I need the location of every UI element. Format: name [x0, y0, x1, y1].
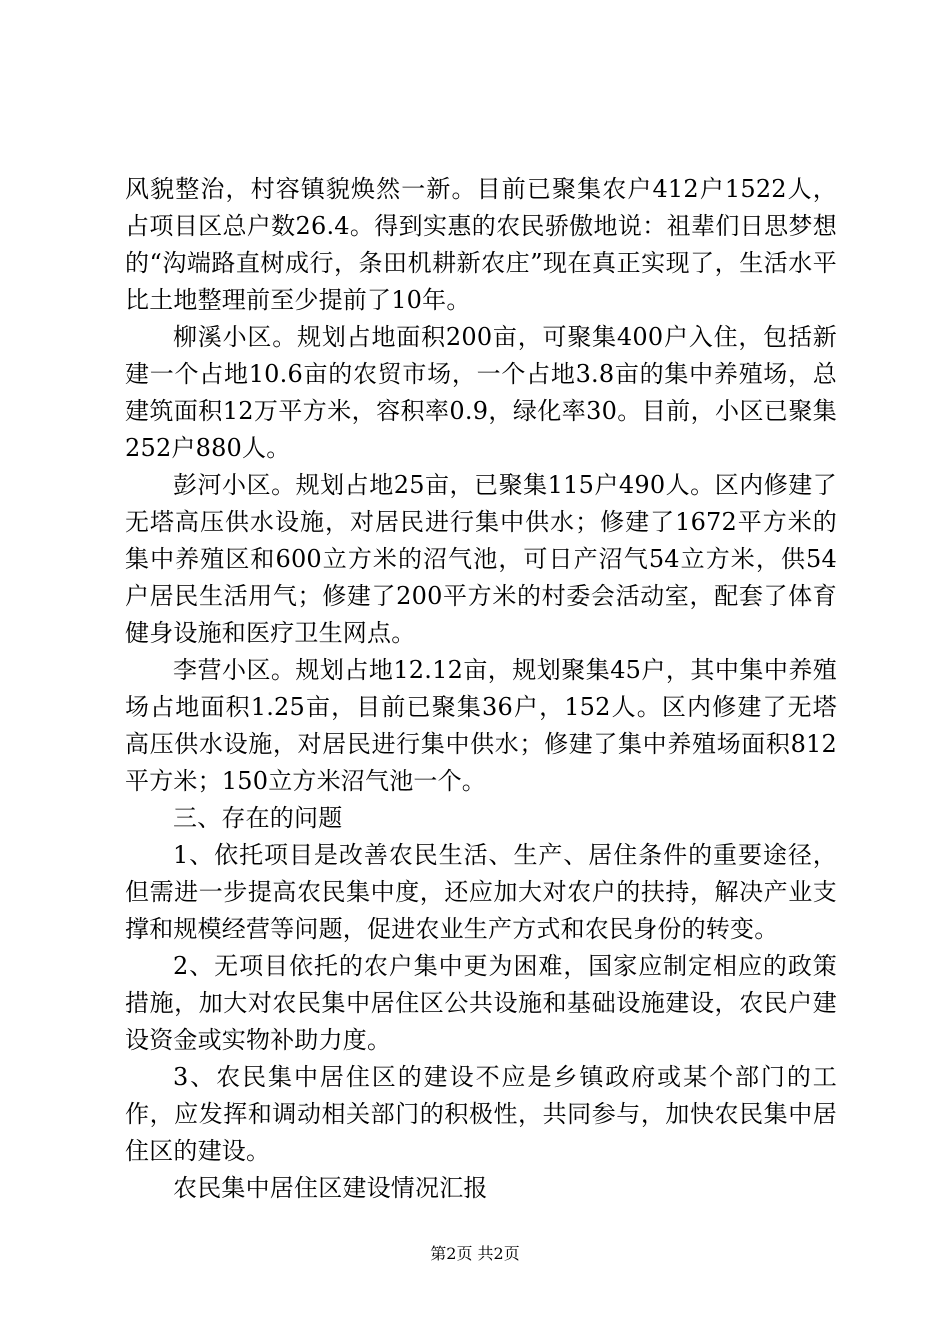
- paragraph-penghe-community: 彭河小区。规划占地25亩，已聚集115户490人。区内修建了无塔高压供水设施，对居民进行集中供水；修建了1672平方米的集中养殖区和600立方米的沼气池，可日产沼气54立方米，供54户居民生活用气；修建了200平方米的村委会活动室，配套了体育健身设施和医疗卫生网点。: [125, 471, 837, 647]
- document-closing-title: 农民集中居住区建设情况汇报: [173, 1174, 488, 1202]
- paragraph-problem-1: 1、依托项目是改善农民生活、生产、居住条件的重要途径，但需进一步提高农民集中度，还应加大对农户的扶持，解决产业支撑和规模经营等问题，促进农业生产方式和农民身份的转变。: [125, 841, 837, 943]
- section-heading-problems: 三、存在的问题: [173, 804, 343, 832]
- paragraph-problem-3: 3、农民集中居住区的建设不应是乡镇政府或某个部门的工作，应发挥和调动相关部门的积极性，共同参与，加快农民集中居住区的建设。: [125, 1063, 837, 1165]
- paragraph-problem-2: 2、无项目依托的农户集中更为困难，国家应制定相应的政策措施，加大对农民集中居住区公共设施和基础设施建设，农民户建设资金或实物补助力度。: [125, 952, 837, 1054]
- document-body: [125, 171, 837, 1207]
- paragraph-liying-community: 李营小区。规划占地12.12亩，规划聚集45户，其中集中养殖场占地面积1.25亩，目前已聚集36户，152人。区内修建了无塔高压供水设施，对居民进行集中供水；修建了集中养殖场面积812平方米；150立方米沼气池一个。: [125, 656, 837, 795]
- paragraph-continuation: 风貌整治，村容镇貌焕然一新。目前已聚集农户412户1522人，占项目区总户数26.4。得到实惠的农民骄傲地说：祖辈们日思梦想的“沟端路直树成行，条田机耕新农庄”现在真正实现了，生活水平比土地整理前至少提前了10年。: [125, 175, 837, 314]
- page-number-footer: 第2页 共2页: [430, 1244, 520, 1263]
- paragraph-liuxi-community: 柳溪小区。规划占地面积200亩，可聚集400户入住，包括新建一个占地10.6亩的农贸市场，一个占地3.8亩的集中养殖场，总建筑面积12万平方米，容积率0.9，绿化率30。目前，小区已聚集252户880人。: [125, 323, 837, 462]
